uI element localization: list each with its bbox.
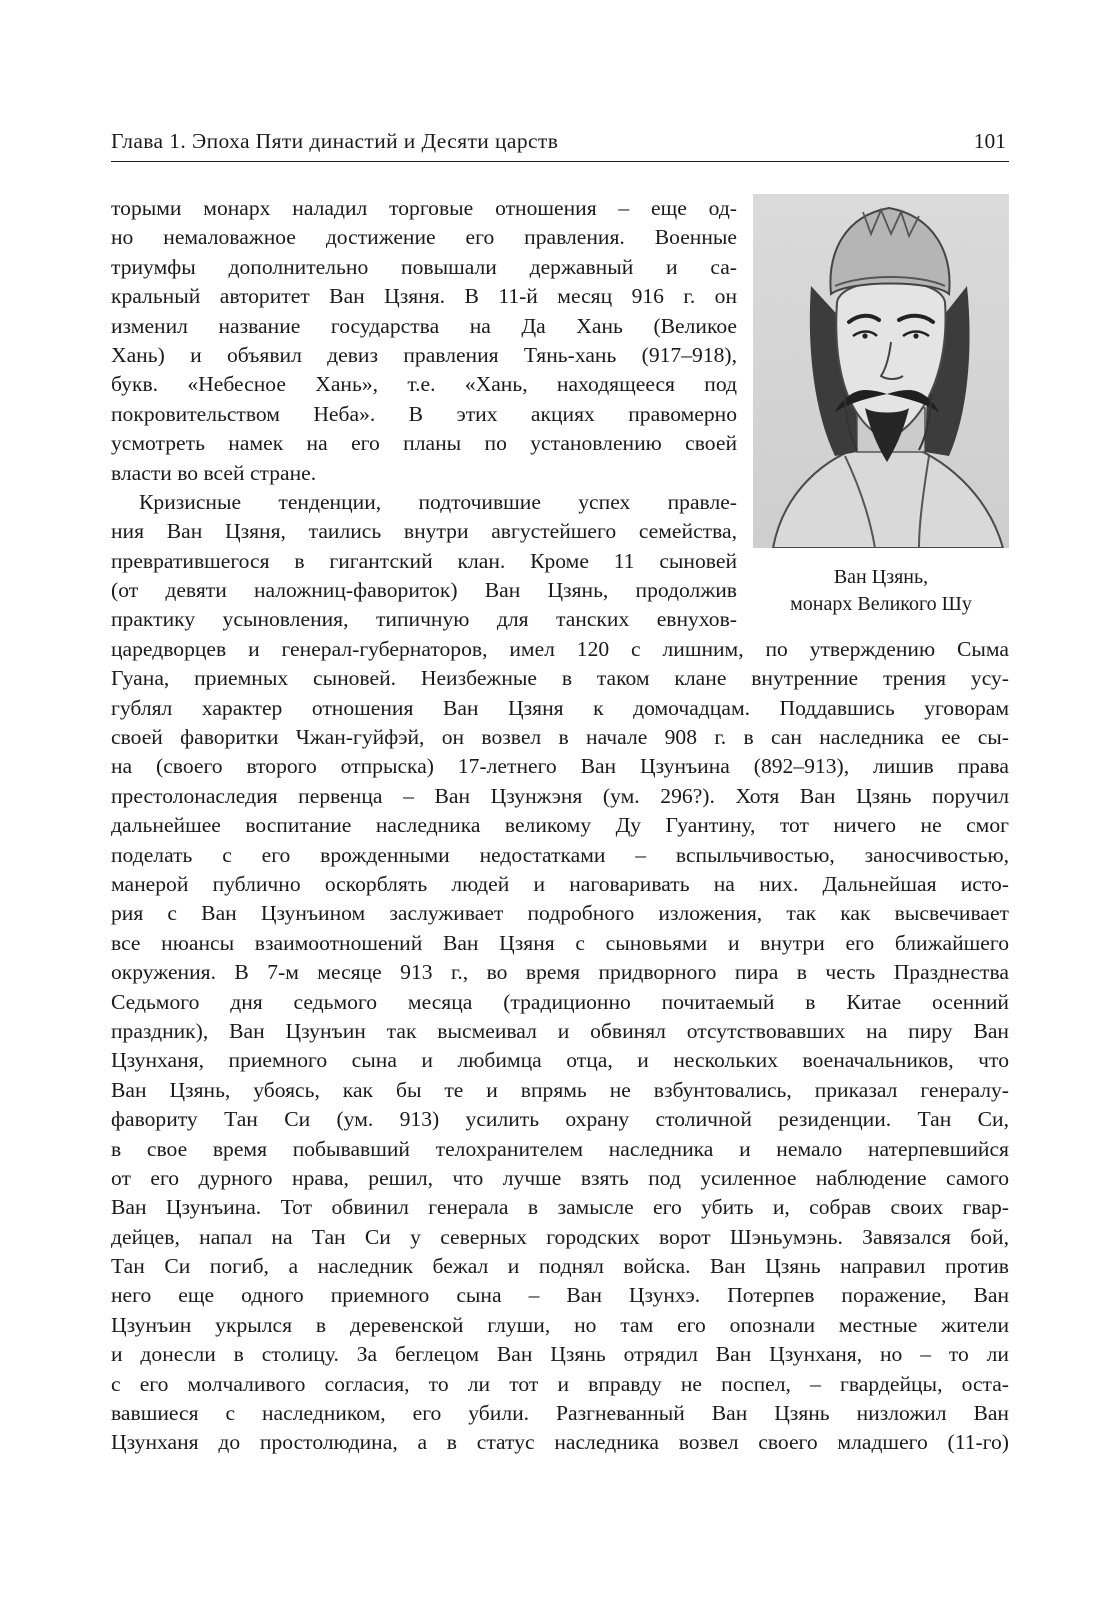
- text-line: поделать с его врожденными недостатками – вспыльчивостью, заносчивостью,: [111, 842, 1009, 867]
- text-line: торыми монарх наладил торговые отношения – еще од-: [111, 196, 737, 220]
- text-line: Цзунханя до простолюдина, а в статус наследника возвел своего младшего (11-го): [111, 1430, 1009, 1455]
- paragraph: [111, 488, 1009, 1458]
- text-line: гублял характер отношения Ван Цзяня к домочадцам. Поддавшись уговорам: [111, 695, 1009, 720]
- text-line: в свое время побывавший телохранителем наследника и немало натерпевшийся: [111, 1136, 1009, 1161]
- text-line: царедворцев и генерал-губернаторов, имел 120 с лишним, по утверждению Сыма: [111, 636, 1009, 661]
- text-line: букв. «Небесное Хань», т.е. «Хань, находящееся под: [111, 372, 737, 397]
- text-line: Тан Си погиб, а наследник бежал и поднял войска. Ван Цзянь направил против: [111, 1254, 1009, 1279]
- caption-line: Ван Цзянь,: [833, 566, 929, 588]
- text-line: вавшиеся с наследником, его убили. Разгневанный Ван Цзянь низложил Ван: [111, 1401, 1009, 1426]
- text-line: престолонаследия первенца – Ван Цзунжэня (ум. 296?). Хотя Ван Цзянь поручил: [111, 783, 1009, 808]
- text-line: покровительством Неба». В этих акциях правомерно: [111, 401, 737, 426]
- text-line: окружения. В 7-м месяце 913 г., во время придворного пира в честь Празднества: [111, 960, 1009, 985]
- text-line: триумфы дополнительно повышали державный и са-: [111, 254, 737, 279]
- text-line: все нюансы взаимоотношений Ван Цзяня с сыновьями и внутри его ближайшего: [111, 930, 1009, 955]
- page-number: 101: [973, 129, 1006, 153]
- text-line: Гуана, приемных сыновей. Неизбежные в таком клане внутренние трения усу-: [111, 666, 1009, 691]
- text-line: дейцев, напал на Тан Си у северных городских ворот Шэньумэнь. Завязался бой,: [111, 1224, 1009, 1249]
- text-line: него еще одного приемного сына – Ван Цзунхэ. Потерпев поражение, Ван: [111, 1283, 1009, 1308]
- body-text: [111, 194, 1009, 1458]
- text-line: кральный авторитет Ван Цзяня. В 11-й месяц 916 г. он: [111, 284, 737, 309]
- running-header: [111, 127, 1009, 162]
- text-line: Ван Цзунъина. Тот обвинил генерала в замысле его убить и, собрав своих гвар-: [111, 1195, 1009, 1220]
- text-line: но немаловажное достижение его правления. Военные: [111, 225, 737, 250]
- text-line: изменил название государства на Да Хань (Великое: [111, 313, 737, 338]
- text-line: превратившегося в гигантский клан. Кроме 11 сыновей: [111, 548, 737, 573]
- text-line: манерой публично оскорблять людей и наговаривать на них. Дальнейшая исто-: [111, 871, 1009, 896]
- text-line: своей фаворитки Чжан-гуйфэй, он возвел в начале 908 г. в сан наследника ее сы-: [111, 725, 1009, 750]
- text-line: на (своего второго отпрыска) 17-летнего Ван Цзунъина (892–913), лишив права: [111, 754, 1009, 779]
- text-line: от его дурного нрава, решил, что лучше взять под усиленное наблюдение самого: [111, 1165, 1009, 1190]
- text-line: (от девяти наложниц-фавориток) Ван Цзянь, продолжив: [111, 578, 737, 603]
- text-line: праздник), Ван Цзунъин так высмеивал и обвинял отсутствовавших на пиру Ван: [111, 1018, 1009, 1043]
- running-title: Глава 1. Эпоха Пяти династий и Десяти царств: [111, 129, 559, 153]
- text-line: ния Ван Цзяня, таились внутри августейшего семейства,: [111, 519, 737, 544]
- paragraph: [111, 194, 1009, 488]
- caption-line: монарх Великого Шу: [790, 593, 972, 615]
- text-line: рия с Ван Цзунъином заслуживает подробного изложения, так как высвечивает: [111, 901, 1009, 926]
- text-line: Хань) и объявил девиз правления Тянь-хань (917–918),: [111, 342, 737, 367]
- text-line: практику усыновления, типичную для танских евнухов-: [111, 607, 737, 632]
- text-line: Цзунханя, приемного сына и любимца отца, и нескольких военачальников, что: [111, 1048, 1009, 1073]
- text-line: Ван Цзянь, убоясь, как бы те и впрямь не взбунтовались, приказал генералу-: [111, 1077, 1009, 1102]
- text-line: усмотреть намек на его планы по установлению своей: [111, 431, 737, 456]
- text-line: с его молчаливого согласия, то ли тот и вправду не поспел, – гвардейцы, оста-: [111, 1371, 1009, 1396]
- text-line: фавориту Тан Си (ум. 913) усилить охрану столичной резиденции. Тан Си,: [111, 1107, 1009, 1132]
- text-line: Цзунъин укрылся в деревенской глуши, но там его опознали местные жители: [111, 1312, 1009, 1337]
- text-line: Кризисные тенденции, подточившие успех правле-: [139, 489, 737, 514]
- text-line: дальнейшее воспитание наследника великому Ду Гуантину, тот ничего не смог: [111, 813, 1009, 838]
- text-line: и донесли в столицу. За беглецом Ван Цзянь отрядил Ван Цзунханя, но – то ли: [111, 1342, 1009, 1367]
- text-line: Седьмого дня седьмого месяца (традиционно почитаемый в Китае осенний: [111, 989, 1009, 1014]
- text-line: власти во всей стране.: [111, 460, 317, 485]
